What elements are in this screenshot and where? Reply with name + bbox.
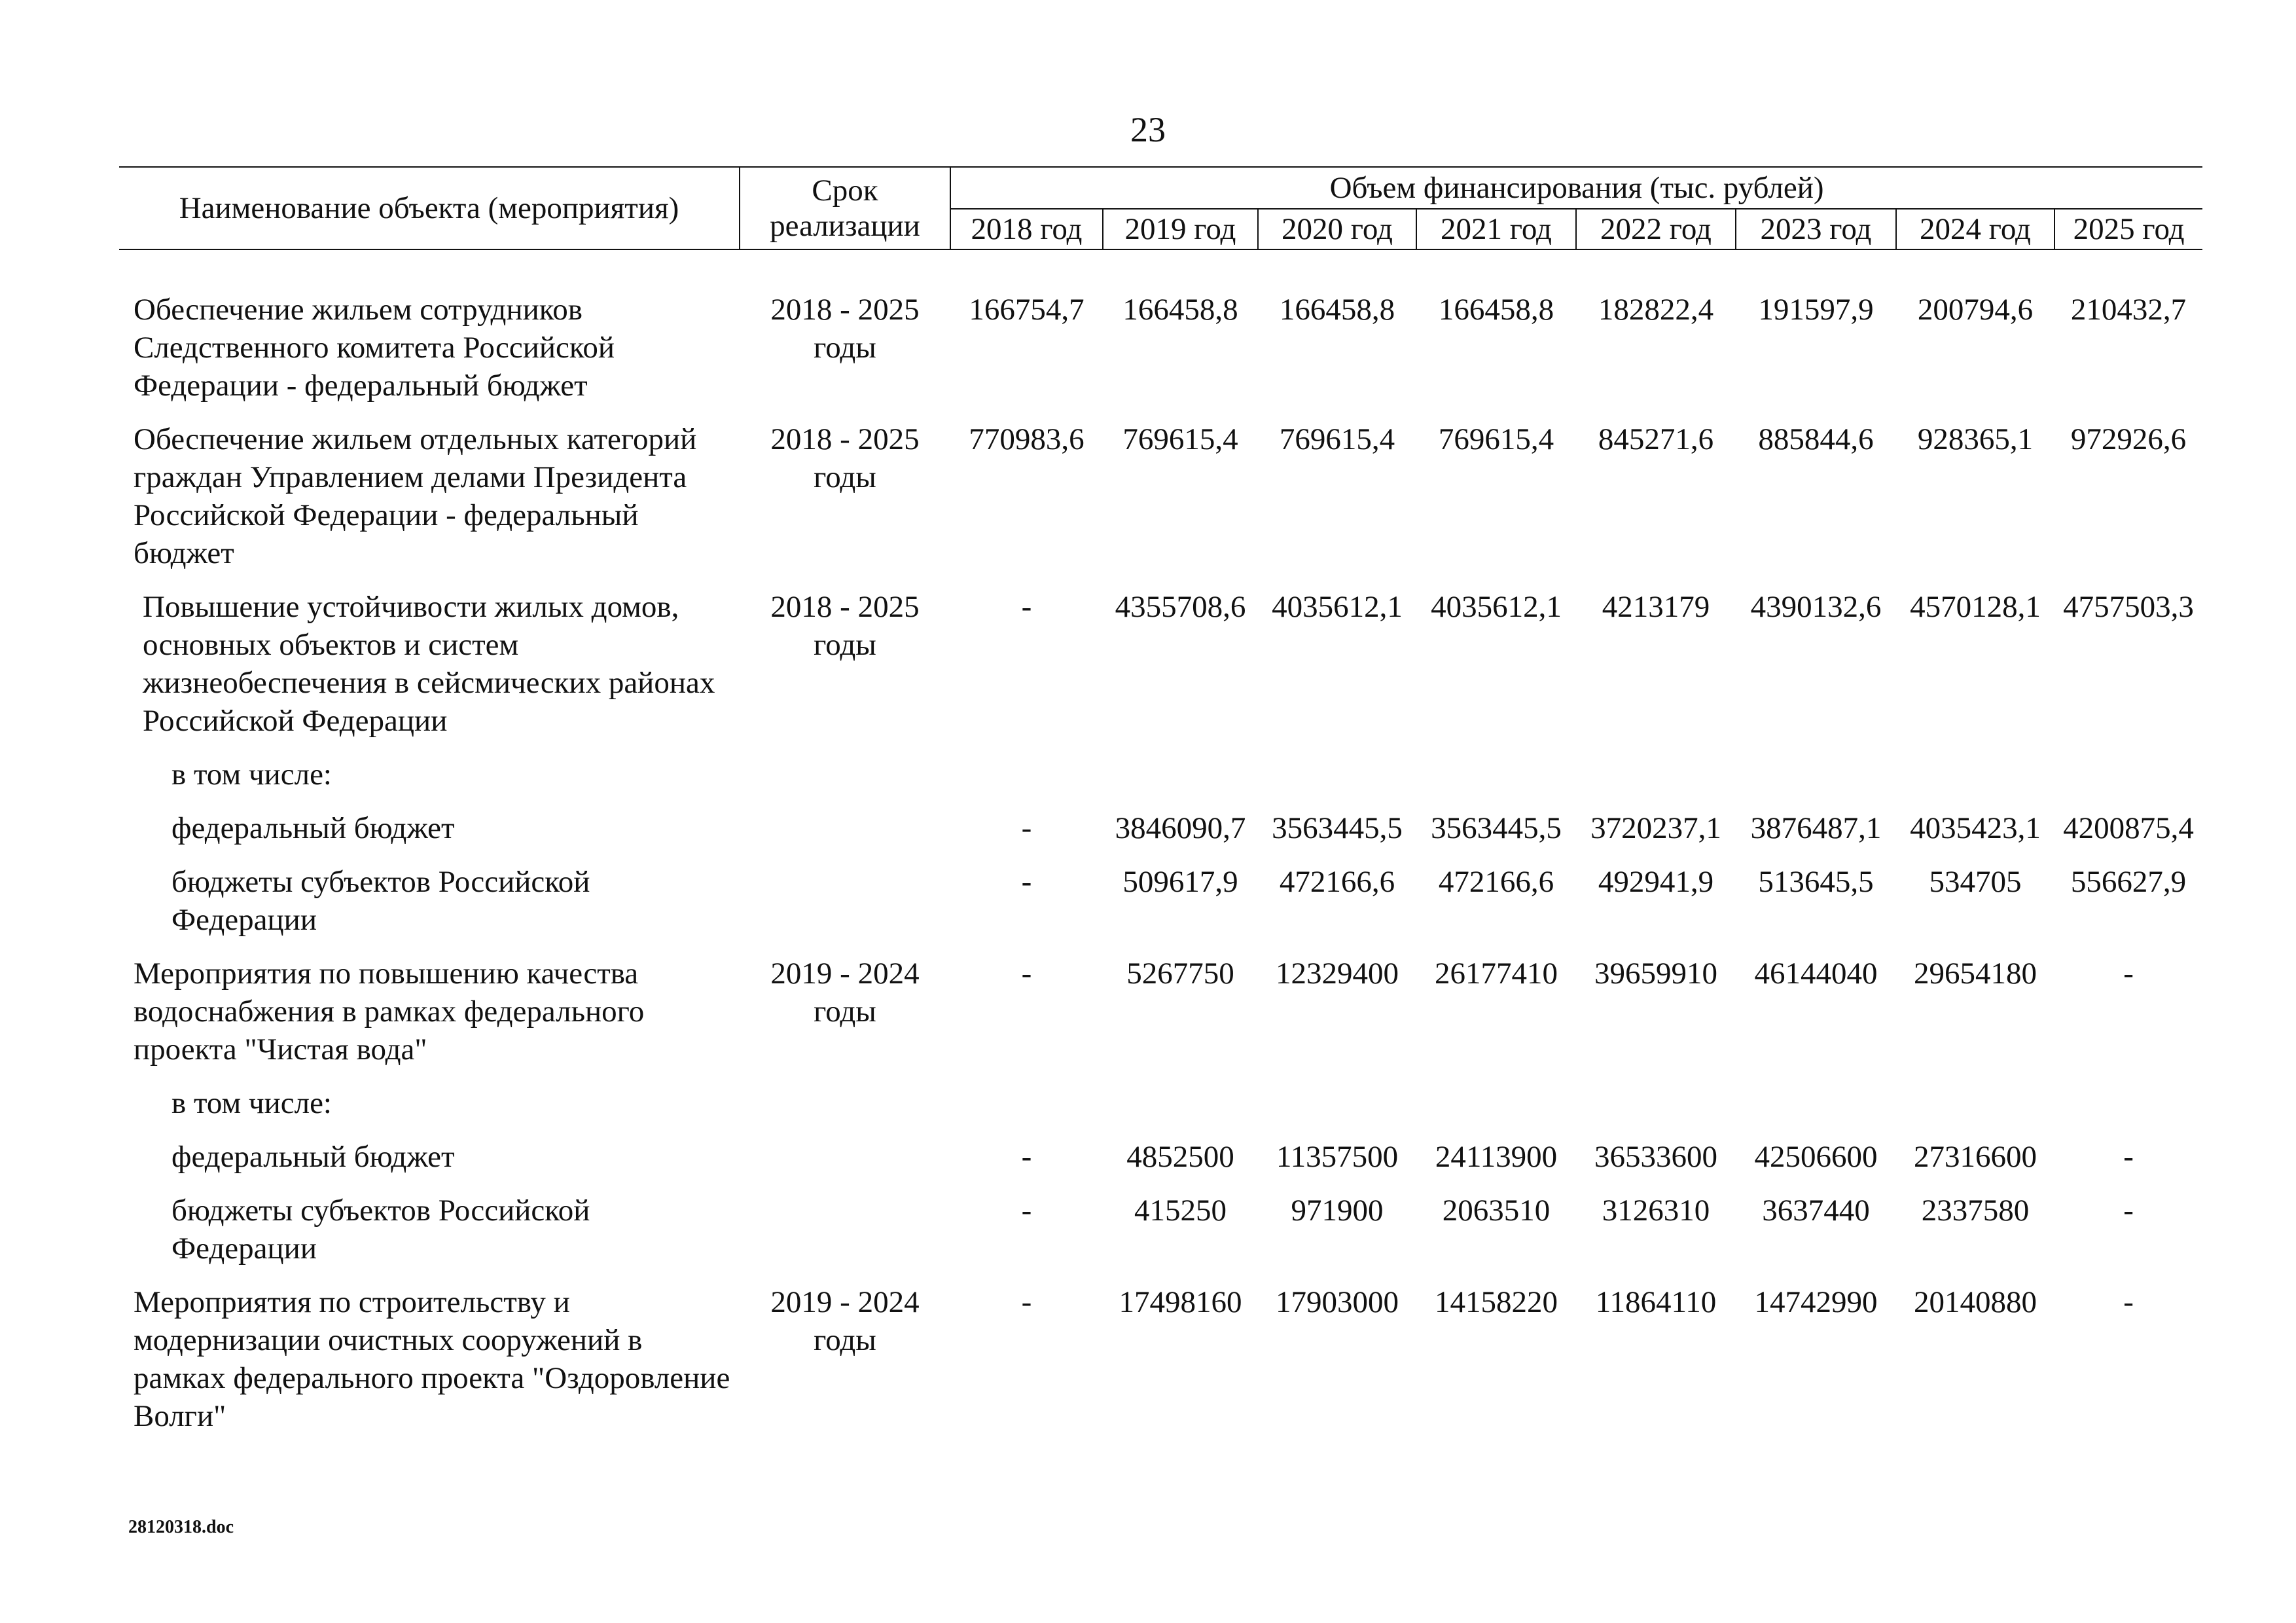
row-value: 3126310	[1602, 1194, 1710, 1228]
row-name: бюджеты субъектов Российской Федерации	[171, 865, 590, 937]
row-value: 14742990	[1754, 1285, 1878, 1319]
row-value: 556627,9	[2070, 865, 2187, 899]
row-value	[1416, 1084, 1576, 1138]
row-value	[1576, 1084, 1736, 1138]
header-year: 2018 год	[950, 209, 1103, 249]
row-value: 415250	[1134, 1194, 1227, 1228]
row-value: 845271,6	[1598, 422, 1714, 456]
row-period: 2018 - 2025 годы	[770, 293, 920, 365]
header-period-column: Срок реализации	[740, 167, 950, 249]
row-value: 4757503,3	[2063, 590, 2194, 624]
table-row	[119, 809, 2202, 863]
row-value: 769615,4	[1279, 422, 1395, 456]
row-value: -	[2123, 957, 2134, 991]
row-value	[1103, 1084, 1258, 1138]
row-value: 928365,1	[1917, 422, 2034, 456]
row-value: -	[1021, 590, 1032, 624]
row-period	[740, 1192, 950, 1283]
row-value: 36533600	[1594, 1140, 1717, 1174]
row-value: 509617,9	[1122, 865, 1238, 899]
row-value	[950, 756, 1103, 809]
row-value: 42506600	[1754, 1140, 1878, 1174]
row-value: 3563445,5	[1272, 811, 1403, 845]
row-value: 4390132,6	[1750, 590, 1882, 624]
row-value: 17498160	[1119, 1285, 1242, 1319]
row-value: 3876487,1	[1750, 811, 1882, 845]
footer-file-name: 28120318.doc	[128, 1517, 234, 1537]
row-value: 3846090,7	[1115, 811, 1246, 845]
row-value: 17903000	[1276, 1285, 1399, 1319]
row-value: 885844,6	[1758, 422, 1874, 456]
table-row	[119, 1084, 2202, 1138]
row-period	[740, 863, 950, 955]
row-period	[740, 1084, 950, 1138]
row-value	[1258, 756, 1416, 809]
row-value: -	[2123, 1285, 2134, 1319]
row-value: 166458,8	[1438, 293, 1554, 327]
header-name-column: Наименование объекта (мероприятия)	[119, 167, 740, 249]
row-period	[740, 809, 950, 863]
row-name: Обеспечение жильем отдельных категорий граждан Управлением делами Президента Российской Федерации - федеральный бюджет	[134, 422, 697, 570]
row-value	[1736, 1084, 1896, 1138]
row-value	[1896, 756, 2054, 809]
row-value: 4213179	[1602, 590, 1710, 624]
row-value: 3720237,1	[1590, 811, 1721, 845]
row-value: 191597,9	[1758, 293, 1874, 327]
table-header	[119, 167, 2202, 249]
row-value: -	[1021, 1194, 1032, 1228]
row-value	[1736, 756, 1896, 809]
row-value: 4355708,6	[1115, 590, 1246, 624]
row-value	[1576, 756, 1736, 809]
row-value: 29654180	[1914, 957, 2037, 991]
row-value: -	[2123, 1140, 2134, 1174]
header-year: 2025 год	[2054, 209, 2202, 249]
row-value	[1416, 756, 1576, 809]
row-value: 39659910	[1594, 957, 1717, 991]
row-value: 4035612,1	[1272, 590, 1403, 624]
page-number: 23	[1130, 110, 1166, 149]
row-value: 27316600	[1914, 1140, 2037, 1174]
row-value	[1258, 1084, 1416, 1138]
row-value: 166458,8	[1122, 293, 1238, 327]
header-finance-column: Объем финансирования (тыс. рублей)	[950, 167, 2202, 209]
table-row	[119, 1192, 2202, 1283]
row-value: -	[1021, 957, 1032, 991]
row-period: 2019 - 2024 годы	[770, 1285, 920, 1357]
table-row	[119, 1138, 2202, 1192]
row-value: 20140880	[1914, 1285, 2037, 1319]
row-value: 769615,4	[1438, 422, 1554, 456]
row-value: 2063510	[1442, 1194, 1551, 1228]
row-name: федеральный бюджет	[171, 1140, 455, 1174]
row-value: 166458,8	[1279, 293, 1395, 327]
row-name: Мероприятия по повышению качества водоснабжения в рамках федерального проекта "Чистая вода"	[134, 957, 645, 1067]
row-value: 534705	[1929, 865, 2022, 899]
row-value: 4035423,1	[1910, 811, 2041, 845]
row-value: 3563445,5	[1431, 811, 1562, 845]
row-value: 769615,4	[1122, 422, 1238, 456]
row-value	[1103, 756, 1258, 809]
row-name: Мероприятия по строительству и модернизации очистных сооружений в рамках федерального проекта "Оздоровление Волги"	[134, 1285, 730, 1433]
row-value: 472166,6	[1279, 865, 1395, 899]
row-value: 166754,7	[969, 293, 1085, 327]
row-value: 2337580	[1921, 1194, 2030, 1228]
header-year: 2022 год	[1576, 209, 1736, 249]
header-year: 2024 год	[1896, 209, 2054, 249]
row-value: 210432,7	[2070, 293, 2187, 327]
row-period: 2018 - 2025 годы	[770, 590, 920, 662]
row-value	[2054, 756, 2202, 809]
row-value: 492941,9	[1598, 865, 1714, 899]
header-year: 2021 год	[1416, 209, 1576, 249]
row-value: 472166,6	[1438, 865, 1554, 899]
row-value: -	[2123, 1194, 2134, 1228]
row-value: 4200875,4	[2063, 811, 2194, 845]
financing-table	[119, 166, 2202, 1451]
row-name: в том числе:	[171, 1086, 332, 1120]
row-value: 26177410	[1435, 957, 1558, 991]
header-year: 2020 год	[1258, 209, 1416, 249]
header-year: 2023 год	[1736, 209, 1896, 249]
row-name: бюджеты субъектов Российской Федерации	[171, 1194, 590, 1266]
table-row	[119, 420, 2202, 588]
row-name: в том числе:	[171, 757, 332, 792]
row-value: 11864110	[1595, 1285, 1717, 1319]
table-row	[119, 756, 2202, 809]
table-body	[119, 249, 2202, 1451]
row-period	[740, 756, 950, 809]
row-value: 3637440	[1762, 1194, 1870, 1228]
row-value	[1896, 1084, 2054, 1138]
row-value	[2054, 1084, 2202, 1138]
row-value: 971900	[1291, 1194, 1384, 1228]
row-value: 200794,6	[1917, 293, 2034, 327]
row-value: 24113900	[1435, 1140, 1558, 1174]
row-value: 5267750	[1126, 957, 1234, 991]
row-name: Обеспечение жильем сотрудников Следственного комитета Российской Федерации - федеральный бюджет	[134, 293, 615, 403]
table-row	[119, 291, 2202, 420]
row-name: Повышение устойчивости жилых домов, основных объектов и систем жизнеобеспечения в сейсмических районах Российской Федерации	[143, 590, 715, 738]
row-value: 14158220	[1435, 1285, 1558, 1319]
row-value: 4852500	[1126, 1140, 1234, 1174]
row-value	[950, 1084, 1103, 1138]
row-value: -	[1021, 1285, 1032, 1319]
row-value: 11357500	[1276, 1140, 1399, 1174]
header-year: 2019 год	[1103, 209, 1258, 249]
row-value: 46144040	[1754, 957, 1878, 991]
table-row	[119, 863, 2202, 955]
row-value: 12329400	[1276, 957, 1399, 991]
row-value: -	[1021, 811, 1032, 845]
row-value: -	[1021, 865, 1032, 899]
row-period: 2019 - 2024 годы	[770, 957, 920, 1029]
row-value: 182822,4	[1598, 293, 1714, 327]
table-row	[119, 955, 2202, 1084]
row-period	[740, 1138, 950, 1192]
row-value: 770983,6	[969, 422, 1085, 456]
row-value: 4570128,1	[1910, 590, 2041, 624]
row-value: 513645,5	[1758, 865, 1874, 899]
table-row	[119, 588, 2202, 756]
row-value: 4035612,1	[1431, 590, 1562, 624]
row-period: 2018 - 2025 годы	[770, 422, 920, 494]
row-value: -	[1021, 1140, 1032, 1174]
row-name: федеральный бюджет	[171, 811, 455, 845]
row-value: 972926,6	[2070, 422, 2187, 456]
table-row	[119, 1283, 2202, 1451]
